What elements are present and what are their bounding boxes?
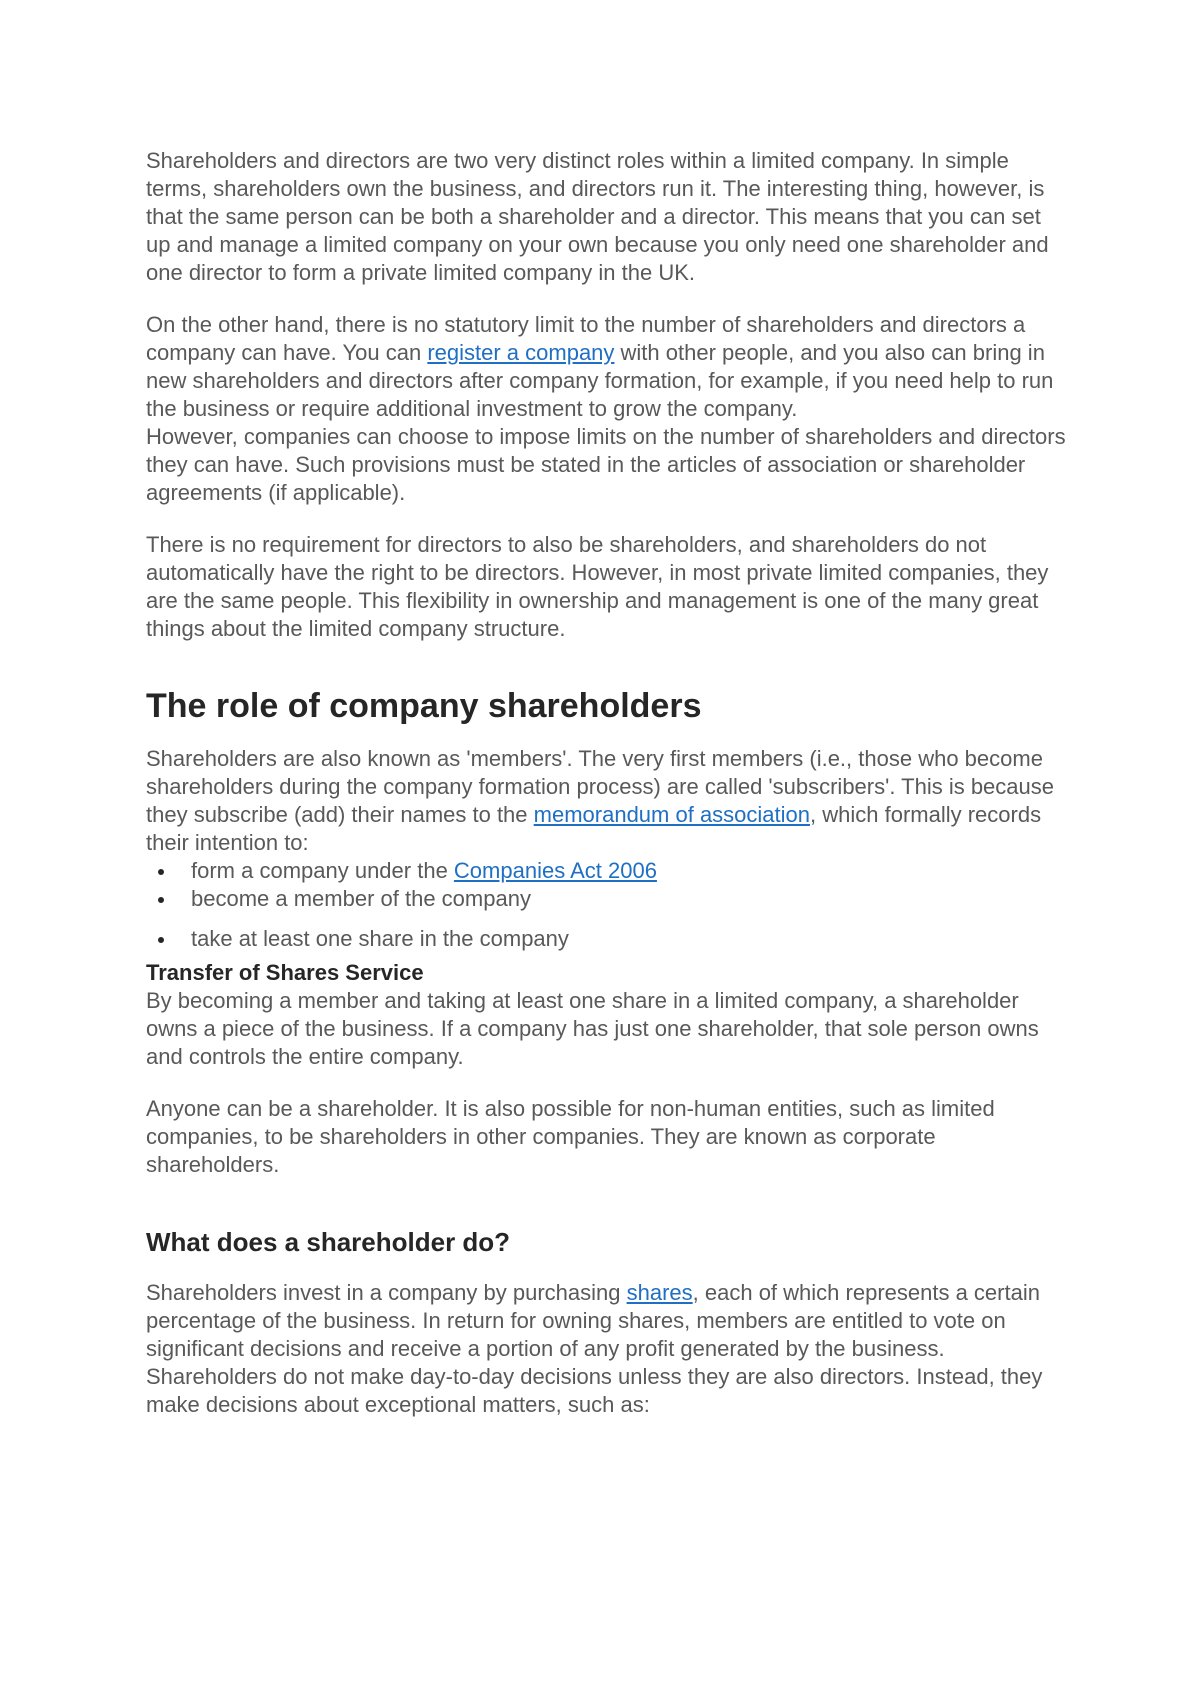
- section-heading-shareholder-role: The role of company shareholders: [146, 687, 702, 725]
- members-paragraph-text-b: , which formally records their intention to:: [146, 802, 1042, 855]
- list-item-text: take at least one share in the company: [191, 926, 569, 951]
- members-paragraph-text-a: Shareholders are also known as 'members'. The very first members (i.e., those who become shareholders during the company formation process) are called 'subscribers'. This is because they subscribe (add) their names to the: [146, 746, 1054, 827]
- intro-paragraph-2: [146, 311, 1066, 423]
- shares-paragraph: [146, 1279, 1066, 1363]
- list-item: [146, 925, 1066, 953]
- transfer-of-shares-heading: Transfer of Shares Service: [146, 960, 424, 985]
- companies-act-2006-link[interactable]: Companies Act 2006: [453, 858, 657, 883]
- bullet-icon: [158, 937, 164, 943]
- shares-paragraph-text-b: , each of which represents a certain percentage of the business. In return for owning shares, members are entitled to vote on significant decisions and receive a portion of any profit generated by the business.: [146, 1280, 1040, 1361]
- document-page: [146, 147, 1066, 1419]
- decisions-paragraph: Shareholders do not make day-to-day decisions unless they are also directors. Instead, they make decisions about exceptional matters, such as:: [146, 1364, 1043, 1417]
- list-item: [146, 885, 1066, 913]
- corporate-shareholders-paragraph: Anyone can be a shareholder. It is also possible for non-human entities, such as limited companies, to be shareholders in other companies. They are known as corporate shareholders.: [146, 1096, 995, 1177]
- intro-paragraph-2-text-a: On the other hand, there is no statutory limit to the number of shareholders and directors a company can have. You can: [146, 312, 1026, 365]
- section-heading-shareholder-duties: What does a shareholder do?: [146, 1227, 511, 1257]
- members-paragraph: [146, 745, 1066, 857]
- bullet-icon: [158, 869, 164, 875]
- intro-paragraph-3: However, companies can choose to impose limits on the number of shareholders and directors they can have. Such provisions must be stated in the articles of association or shareholder agreements (if applicable).: [146, 424, 1066, 505]
- intro-paragraph-1: Shareholders and directors are two very distinct roles within a limited company. In simple terms, shareholders own the business, and directors run it. The interesting thing, however, is that the same person can be both a shareholder and a director. This means that you can set up and manage a limited company on your own because you only need one shareholder and one director to form a private limited company in the UK.: [146, 148, 1049, 285]
- list-item-text: become a member of the company: [191, 886, 531, 911]
- list-item: [146, 857, 1066, 885]
- shares-link[interactable]: shares: [626, 1280, 693, 1305]
- bullet-icon: [158, 897, 164, 903]
- shares-paragraph-text-a: Shareholders invest in a company by purchasing: [146, 1280, 627, 1305]
- intro-paragraph-4: There is no requirement for directors to also be shareholders, and shareholders do not automatically have the right to be directors. However, in most private limited companies, they are the same people. This flexibility in ownership and management is one of the many great things about the limited company structure.: [146, 532, 1049, 641]
- subscriber-intentions-list: [146, 857, 1066, 953]
- memorandum-of-association-link[interactable]: memorandum of association: [533, 802, 811, 827]
- intro-paragraph-2-text-b: with other people, and you also can bring in new shareholders and directors after company formation, for example, if you need help to run the business or require additional investment to grow the company.: [146, 340, 1054, 421]
- list-item-text: form a company under the: [191, 858, 454, 883]
- ownership-paragraph: By becoming a member and taking at least one share in a limited company, a shareholder owns a piece of the business. If a company has just one shareholder, that sole person owns and controls the entire company.: [146, 988, 1039, 1069]
- register-company-link[interactable]: register a company: [427, 340, 615, 365]
